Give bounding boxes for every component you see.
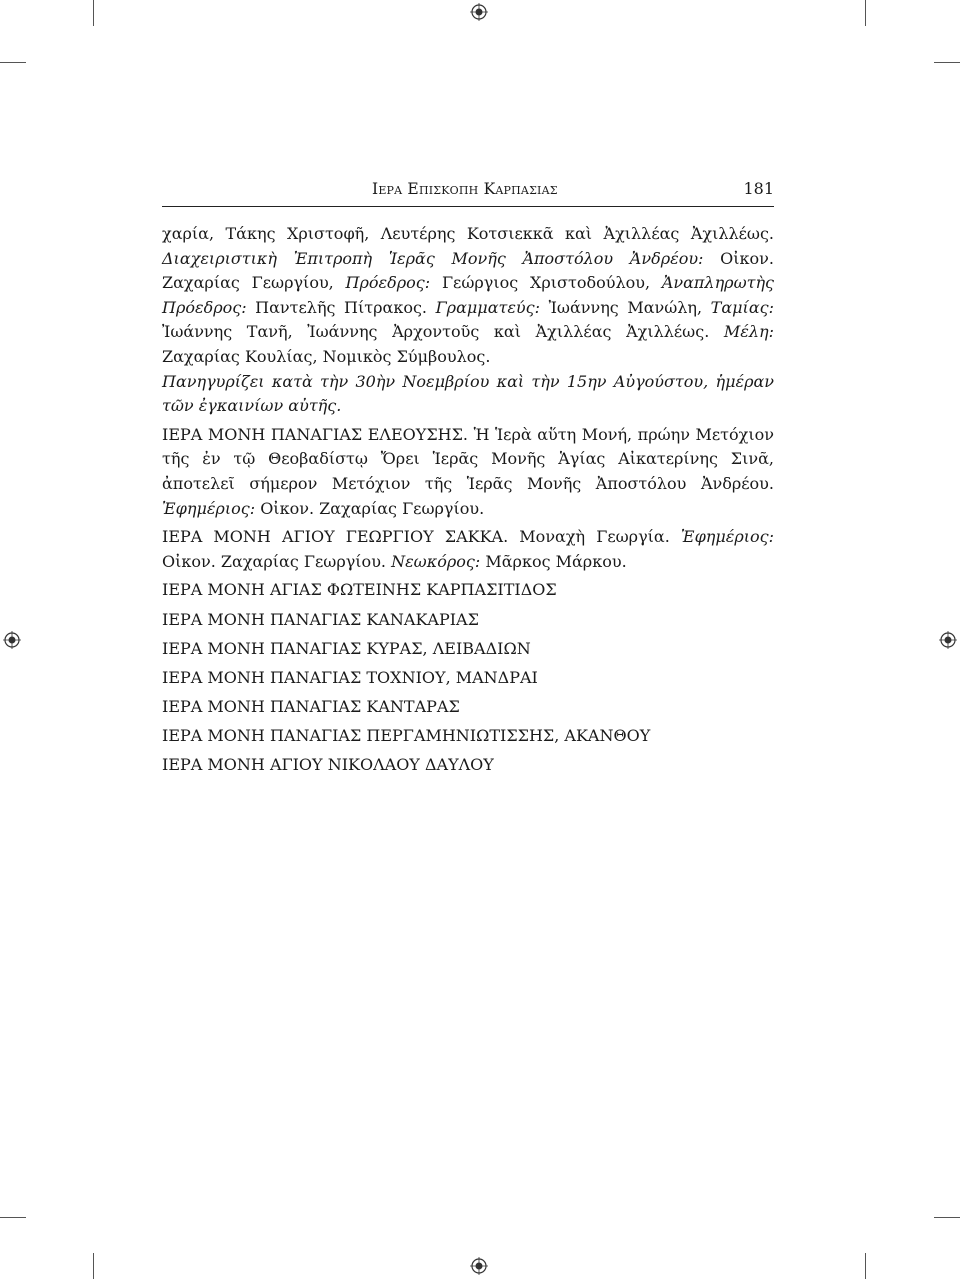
running-header xyxy=(162,178,774,207)
continuation-entry xyxy=(162,222,774,419)
president-label: Πρόεδρος: xyxy=(345,273,431,293)
monastery-description: Μοναχὴ Γεωργία. xyxy=(519,527,670,547)
registration-mark-icon xyxy=(470,3,488,21)
crop-mark-right-top xyxy=(934,62,960,63)
continuation-paragraph: χαρία, Τάκης Χριστοφῆ, Λευτέρης Κοτσιεκκᾶ καὶ Ἀχιλλέας Ἀχιλλέως. Διαχειριστικὴ Ἐπιτροπὴ Ἱερᾶς Μονῆς Ἀποστόλου Ἀνδρέου: Οἰκον. Ζαχαρίας Γεωργίου, Πρόεδρος: Γεώργιος Χριστοδούλου, Ἀναπληρωτὴς Πρόεδρος: Παντελῆς Πίτρακος. Γραμματεύς: Ἰωάννης Μανώλη, Ταμίας: Ἰωάννης Τανῆ, Ἰωάννης Ἀρχοντοῦς καὶ Ἀχιλλέας Ἀχιλλέως. Μέλη: Ζαχαρίας Κουλίας, Νομικὸς Σύμβουλος. xyxy=(162,224,775,366)
crop-mark-left-bottom xyxy=(0,1217,26,1218)
registration-mark-icon xyxy=(470,1257,488,1275)
monastery-heading: ΙΕΡΑ ΜΟΝΗ ΠΑΝΑΓΙΑΣ ΠΕΡΓΑΜΗΝΙΩΤΙΣΣΗΣ, ΑΚΑΝΘΟΥ xyxy=(162,726,651,746)
registration-mark-icon xyxy=(939,631,957,649)
monastery-heading: ΙΕΡΑ ΜΟΝΗ ΑΓΙΑΣ ΦΩΤΕΙΝΗΣ ΚΑΡΠΑΣΙΤΙΔΟΣ xyxy=(162,580,557,600)
priest-label: Ἐφημέριος: xyxy=(162,498,256,518)
vice-president-label: Ἀναπληρωτὴς Πρόεδρος: xyxy=(162,273,775,317)
monastery-title: ΙΕΡΑ ΜΟΝΗ ΑΓΙΟΥ ΓΕΩΡΓΙΟΥ ΣΑΚΚΑ. xyxy=(162,527,509,547)
crop-mark-top-left xyxy=(93,0,94,26)
priest-label: Ἐφημέριος: xyxy=(680,527,775,547)
page-number: 181 xyxy=(743,179,774,198)
monastery-entry xyxy=(162,423,774,521)
crop-mark-top-right xyxy=(865,0,866,26)
page-body xyxy=(162,222,774,783)
feast-day-text: Πανηγυρίζει κατὰ τὴν 30ὴν Νοεμβρίου καὶ τὴν 15ην Αὐγούστου, ἡμέραν τῶν ἐγκαινίων αὐτῆς. xyxy=(162,371,774,416)
crop-mark-left-top xyxy=(0,62,26,63)
monastery-title: ΙΕΡΑ ΜΟΝΗ ΠΑΝΑΓΙΑΣ ΕΛΕΟΥΣΗΣ. xyxy=(162,424,469,444)
monastery-entry xyxy=(162,525,774,574)
monastery-description: Ἡ Ἱερὰ αὕτη Μονή, πρώην Μετόχιον τῆς ἐν τῷ Θεοβαδίστῳ Ὄρει Ἱερᾶς Μονῆς Ἁγίας Αἰκατερίνης Σινᾶ, ἀποτελεῖ σήμερον Μετόχιον τῆς Ἱερᾶς Μονῆς Ἀποστόλου Ἀνδρέου. xyxy=(162,424,774,493)
crop-mark-right-bottom xyxy=(934,1217,960,1218)
priest-name: Οἰκον. Ζαχαρίας Γεωργίου. xyxy=(162,551,386,571)
running-title: Ιερα Επισκοπη Καρπασιας xyxy=(372,180,558,198)
members-label: Μέλη: xyxy=(723,322,774,342)
crop-mark-bottom-left xyxy=(93,1253,94,1279)
monastery-heading: ΙΕΡΑ ΜΟΝΗ ΑΓΙΟΥ ΝΙΚΟΛΑΟΥ ΔΑΥΛΟΥ xyxy=(162,755,494,775)
crop-mark-bottom-right xyxy=(865,1253,866,1279)
treasurer-label: Ταμίας: xyxy=(710,297,774,317)
committee-label: Διαχειριστικὴ Ἐπιτροπὴ Ἱερᾶς Μονῆς Ἀποστόλου Ἀνδρέου: xyxy=(162,248,704,268)
priest-name: Οἰκον. Ζαχαρίας Γεωργίου. xyxy=(260,498,485,518)
monastery-heading: ΙΕΡΑ ΜΟΝΗ ΠΑΝΑΓΙΑΣ ΤΟΧΝΙΟΥ, ΜΑΝΔΡΑΙ xyxy=(162,667,538,687)
monastery-heading: ΙΕΡΑ ΜΟΝΗ ΠΑΝΑΓΙΑΣ ΚΑΝΑΚΑΡΙΑΣ xyxy=(162,609,479,629)
sexton-label: Νεωκόρος: xyxy=(391,551,481,571)
monastery-heading: ΙΕΡΑ ΜΟΝΗ ΠΑΝΑΓΙΑΣ ΚΑΝΤΑΡΑΣ xyxy=(162,697,460,717)
monastery-heading: ΙΕΡΑ ΜΟΝΗ ΠΑΝΑΓΙΑΣ ΚΥΡΑΣ, ΛΕΙΒΑΔΙΩΝ xyxy=(162,638,531,658)
sexton-name: Μᾶρκος Μάρκου. xyxy=(485,551,627,571)
registration-mark-icon xyxy=(3,631,21,649)
secretary-label: Γραμματεύς: xyxy=(435,297,541,317)
